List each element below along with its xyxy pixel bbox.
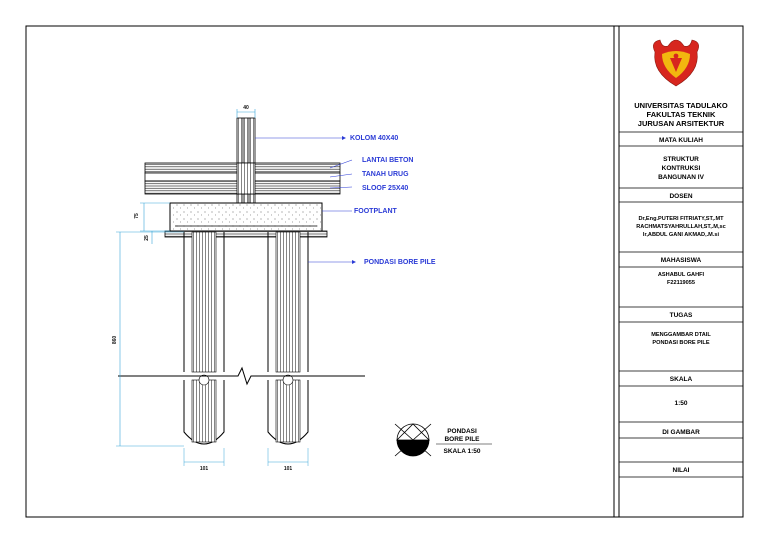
bore-pile-right — [268, 232, 308, 444]
label-lantai-beton: LANTAI BETON — [362, 157, 414, 164]
label-kolom: KOLOM 40X40 — [350, 135, 399, 142]
label-sloof: SLOOF 25X40 — [362, 185, 409, 192]
tb-dosen-label: DOSEN — [669, 193, 693, 200]
university-logo — [653, 40, 698, 86]
tb-mahasiswa-nim: F22119055 — [667, 280, 695, 286]
tb-institution-1: UNIVERSITAS TADULAKO — [634, 101, 728, 110]
break-line — [118, 368, 365, 384]
tb-dosen-2: RACHMATSYAHRULLAH,ST,.M,sc — [636, 224, 726, 230]
tb-matakuliah-2: KONTRUKSI — [661, 165, 701, 172]
tb-dosen-1: Dr,Eng.PUTERI FITRIATY,ST,.MT — [638, 216, 724, 222]
tb-skala-label: SKALA — [669, 376, 693, 383]
tb-tugas-1: MENGGAMBAR DTAIL — [651, 332, 711, 338]
tb-tugas-2: PONDASI BORE PILE — [652, 340, 710, 346]
tb-dosen-3: Ir,ABDUL GANI AKMAD,.M.si — [642, 232, 720, 238]
label-pondasi-bore-pile: PONDASI BORE PILE — [364, 259, 436, 266]
symbol-line2: BORE PILE — [444, 436, 480, 443]
tb-mahasiswa-label: MAHASISWA — [660, 257, 702, 264]
footplant-cap — [170, 203, 322, 231]
bore-pile-left — [184, 232, 224, 444]
tb-institution-3: JURUSAN ARSITEKTUR — [637, 119, 725, 128]
symbol-scale: SKALA 1:50 — [443, 448, 481, 455]
dim-pile-width-right: 101 — [283, 466, 293, 472]
symbol-line1: PONDASI — [447, 428, 477, 435]
tb-matakuliah-3: BANGUNAN IV — [658, 174, 704, 181]
dim-footplant-height: 75 — [134, 213, 140, 219]
tb-mahasiswa-name: ASHABUL GAHFI — [657, 272, 705, 278]
sheet-border — [26, 26, 743, 517]
tb-digambar-label: DI GAMBAR — [662, 429, 700, 436]
tb-matakuliah-1: STRUKTUR — [663, 156, 699, 163]
dim-kolom-width: 40 — [243, 105, 249, 111]
label-footplant: FOOTPLANT — [354, 208, 397, 215]
tb-nilai-label: NILAI — [672, 467, 690, 474]
tb-matakuliah-label: MATA KULIAH — [659, 137, 703, 144]
dim-pile-length: 860 — [112, 335, 118, 345]
tb-institution-2: FAKULTAS TEKNIK — [646, 110, 716, 119]
tb-tugas-label: TUGAS — [669, 312, 693, 319]
section-symbol — [395, 424, 492, 456]
dim-pile-width-left: 101 — [199, 466, 209, 472]
title-block — [614, 26, 743, 517]
foundation-detail — [112, 105, 436, 472]
dim-cap-gap: 25 — [144, 235, 150, 241]
label-tanah-urug: TANAH URUG — [362, 171, 409, 178]
tb-skala-value: 1:50 — [674, 400, 688, 407]
